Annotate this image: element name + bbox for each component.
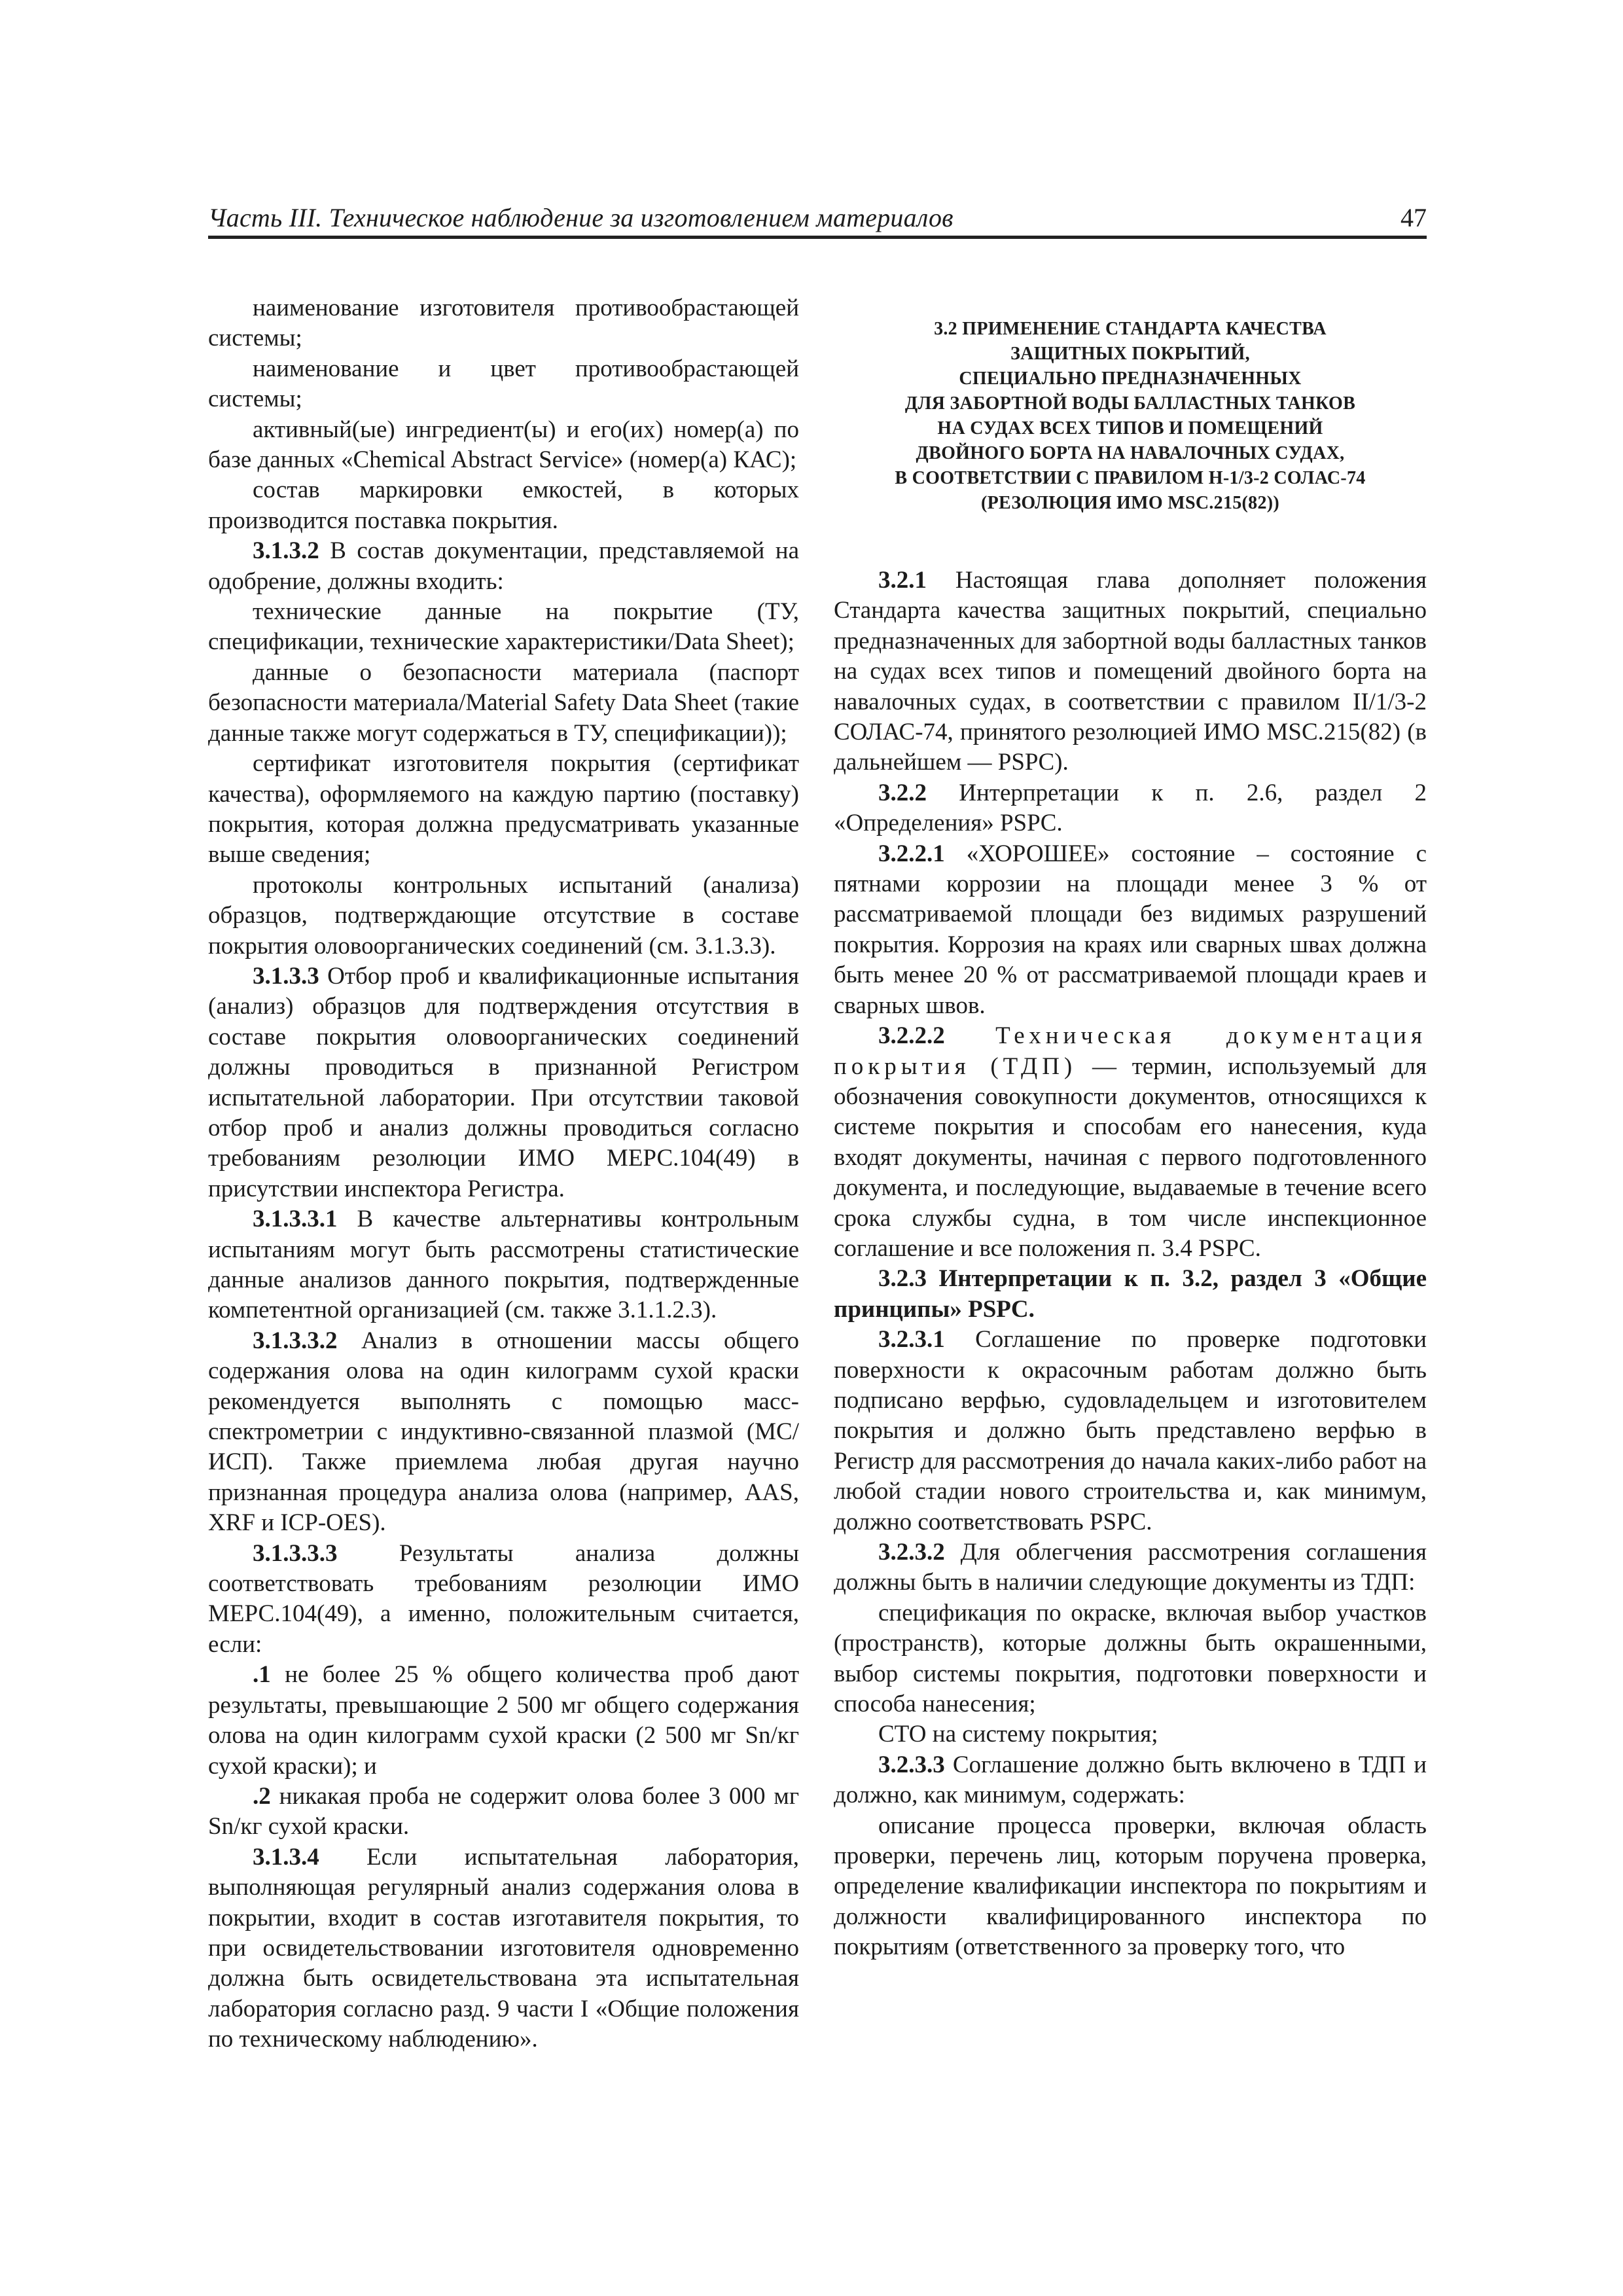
section-heading-line: В СООТВЕТСТВИИ С ПРАВИЛОМ Н-1/3-2 СОЛАС-74 xyxy=(895,468,1366,488)
paragraph: сертификат изготовителя покрытия (сертификат качества), оформляемого на каждую партию (поставку) покрытия, которая должна предусматривать указанные выше сведения; xyxy=(208,750,799,869)
paragraph xyxy=(834,1537,1427,1598)
paragraph xyxy=(834,1021,1427,1264)
section-heading-line: ДЛЯ ЗАБОРТНОЙ ВОДЫ БАЛЛАСТНЫХ ТАНКОВ xyxy=(904,393,1356,414)
paragraph: СТО на систему покрытия; xyxy=(878,1721,1158,1748)
section-heading-line: ДВОЙНОГО БОРТА НА НАВАЛОЧНЫХ СУДАХ, xyxy=(916,443,1345,463)
paragraph xyxy=(834,1750,1427,1811)
clause-text: Отбор проб и квалификационные испытания (анализ) образцов для подтверждения отсутствия в составе покрытия оловоорганических соединений должны проводиться в признанной Регистром испытательной лаборатории. При отсутствии таковой отбор проб и анализ должны проводиться согласно требованиям резолюции ИМО МЕРС.104(49) в присутствии инспектора Регистра. xyxy=(208,962,799,1202)
paragraph: наименование и цвет противообрастающей системы; xyxy=(208,355,799,413)
clause-text: В качестве альтернативы контрольным испытаниям могут быть рассмотрены статистические данные анализов данного покрытия, подтвержденные компетентной организацией (см. также 3.1.1.2.3). xyxy=(208,1206,799,1324)
item-number: .1 xyxy=(253,1661,271,1689)
list-item xyxy=(208,1782,799,1842)
paragraph: состав маркировки емкостей, в которых производится поставка покрытия. xyxy=(208,476,799,534)
paragraph xyxy=(834,778,1427,839)
left-column xyxy=(208,293,799,2055)
paragraph xyxy=(208,536,799,597)
paragraph xyxy=(208,1842,799,2055)
paragraph xyxy=(208,1539,799,1660)
clause-number: 3.2.2.1 xyxy=(878,840,945,867)
clause-number: 3.2.1 xyxy=(878,567,927,594)
section-heading-line: СПЕЦИАЛЬНО ПРЕДНАЗНАЧЕННЫХ xyxy=(959,368,1302,389)
header-title: Часть III. Техническое наблюдение за изготовлением материалов xyxy=(208,203,954,232)
paragraph: данные о безопасности материала (паспорт безопасности материала/Material Safety Data Sheet (такие данные также могут содержаться в ТУ, спецификации)); xyxy=(208,658,799,747)
clause-number: 3.2.3.2 xyxy=(878,1539,945,1566)
clause-text: В состав документации, представляемой на одобрение, должны входить: xyxy=(208,537,799,595)
clause-number: 3.1.3.2 xyxy=(253,537,319,565)
paragraph: наименование изготовителя противообрастающей системы; xyxy=(208,295,799,352)
paragraph: описание процесса проверки, включая область проверки, перечень лиц, которым поручена проверка, определение квалификации инспектора по покрытиям и должности квалифицированного инспектора по покрытиям (ответственного за проверку того, что xyxy=(834,1812,1427,1961)
list-item xyxy=(208,1660,799,1782)
defined-term: Техническая документация покрытия (ТДП) xyxy=(834,1022,1427,1080)
clause-text: Настоящая глава дополняет положения Стандарта качества защитных покрытий, специально предназначенных для забортной воды балластных танков на судах всех типов и помещений двойного борта на навалочных судах, в соответствии с правилом II/1/3-2 СОЛАС-74, принятого резолюцией ИМО MSC.215(82) (в дальнейшем — PSPC). xyxy=(834,567,1427,776)
clause-number: 3.1.3.3.1 xyxy=(253,1206,338,1233)
section-heading-line: НА СУДАХ ВСЕХ ТИПОВ И ПОМЕЩЕНИЙ xyxy=(937,418,1323,439)
clause-text: «ХОРОШЕЕ» состояние – состояние с пятнами коррозии на площади менее 3 % от рассматриваемой площади без видимых разрушений покрытия. Коррозия на краях или сварных швах должна быть менее 20 % от рассматриваемой площади краев и сварных швов. xyxy=(834,840,1427,1019)
paragraph: спецификация по окраске, включая выбор участков (пространств), которые должны быть окрашенными, выбор системы покрытия, подготовки поверхности и способа нанесения; xyxy=(834,1599,1427,1718)
clause-text: Анализ в отношении массы общего содержания олова на один килограмм сухой краски рекомендуется выполнять с помощью масс-спектрометрии с индуктивно-связанной плазмой (МС/ИСП). Также приемлема любая другая научно признанная процедура анализа олова (например, AAS, XRF и ICP-OES). xyxy=(208,1327,799,1537)
bold-paragraph: 3.2.3 Интерпретации к п. 3.2, раздел 3 «Общие принципы» PSPC. xyxy=(834,1265,1427,1323)
item-number: .2 xyxy=(253,1782,271,1810)
clause-number: 3.2.2.2 xyxy=(878,1022,945,1050)
clause-number: 3.2.3.1 xyxy=(878,1326,945,1354)
clause-text: — термин, используемый для обозначения совокупности документов, относящихся к системе покрытия и способам его нанесения, куда входят документы, начиная с первого подготовленного документа, и последующие, выдаваемые в течение всего срока службы судна, в том числе инспекционное соглашение и все положения п. 3.4 PSPC. xyxy=(834,1052,1427,1262)
clause-text: Для облегчения рассмотрения соглашения должны быть в наличии следующие документы из ТДП: xyxy=(834,1539,1427,1596)
section-heading-line: (РЕЗОЛЮЦИЯ ИМО MSC.215(82)) xyxy=(980,493,1280,513)
section-heading-line: ЗАЩИТНЫХ ПОКРЫТИЙ, xyxy=(1010,344,1250,364)
clause-number: 3.1.3.3 xyxy=(253,962,319,990)
paragraph xyxy=(208,961,799,1204)
paragraph xyxy=(208,1326,799,1539)
clause-text: Интерпретации к п. 2.6, раздел 2 «Определения» PSPC. xyxy=(834,779,1427,837)
running-header xyxy=(208,195,1427,239)
clause-number: 3.1.3.4 xyxy=(253,1843,319,1871)
paragraph: протоколы контрольных испытаний (анализа) образцов, подтверждающие отсутствие в составе покрытия оловоорганических соединений (см. 3.1.3.3). xyxy=(208,871,799,960)
paragraph xyxy=(834,565,1427,778)
clause-text: Соглашение должно быть включено в ТДП и должно, как минимум, содержать: xyxy=(834,1751,1427,1809)
paragraph xyxy=(208,1204,799,1326)
clause-number: 3.2.3.3 xyxy=(878,1751,945,1778)
page-number: 47 xyxy=(1400,203,1427,232)
section-heading-line: 3.2 ПРИМЕНЕНИЕ СТАНДАРТА КАЧЕСТВА xyxy=(934,319,1327,339)
paragraph: технические данные на покрытие (ТУ, спецификации, технические характеристики/Data Sheet); xyxy=(208,598,799,656)
item-text: не более 25 % общего количества проб дают результаты, превышающие 2 500 мг общего содержания олова на один килограмм сухой краски (2 500 мг Sn/кг сухой краски); и xyxy=(208,1661,799,1780)
clause-text: Результаты анализа должны соответствовать требованиям резолюции ИМО МЕРС.104(49), а именно, положительным считается, если: xyxy=(208,1539,799,1658)
clause-text: Соглашение по проверке подготовки поверхности к окрасочным работам должно быть подписано верфью, судовладельцем и изготовителем покрытия и должно быть представлено верфью в Регистр для рассмотрения до начала каких-либо работ на любой стадии нового строительства и, как минимум, должно соответствовать PSPC. xyxy=(834,1326,1427,1535)
clause-text: Если испытательная лаборатория, выполняющая регулярный анализ содержания олова в покрытии, входит в состав изготавителя покрытия, то при освидетельствовании изготовителя одновременно должна быть освидетельствована эта испытательная лаборатория согласно разд. 9 части I «Общие положения по техническому наблюдению». xyxy=(208,1843,799,2053)
clause-number: 3.1.3.3.2 xyxy=(253,1327,338,1354)
clause-number: 3.2.2 xyxy=(878,779,927,806)
paragraph: активный(ые) ингредиент(ы) и его(их) номер(а) по базе данных «Chemical Abstract Service» (номер(а) КАС); xyxy=(208,416,799,474)
paragraph xyxy=(834,839,1427,1021)
clause-number: 3.1.3.3.3 xyxy=(253,1539,338,1567)
right-column xyxy=(834,293,1427,1963)
paragraph xyxy=(834,1325,1427,1537)
section-heading xyxy=(834,317,1427,516)
item-text: никакая проба не содержит олова более 3 000 мг Sn/кг сухой краски. xyxy=(208,1782,799,1840)
